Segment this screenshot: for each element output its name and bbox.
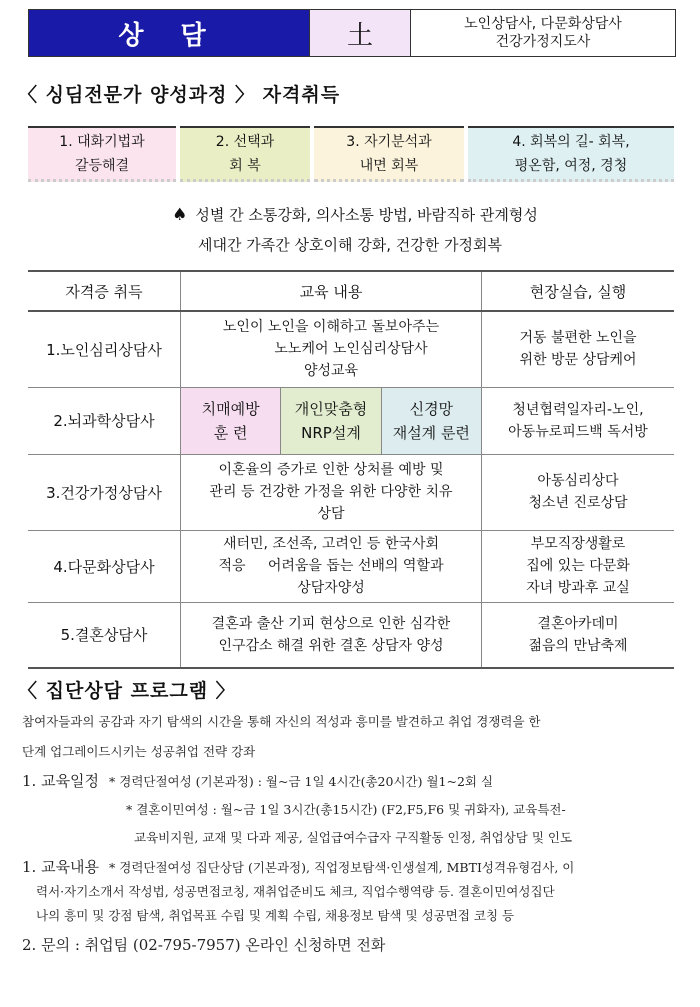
header-title: 상 담 (29, 10, 310, 56)
content-line3: 나의 흥미 및 강점 탐색, 취업목표 수립 및 계획 수립, 채용정보 탐색 및 성공면접 코칭 등 (36, 908, 515, 923)
content-line2: 력서·자기소개서 작성법, 성공면접코칭, 재취업준비도 체크, 직업수행역량 등. 결혼이민여성집단 (36, 884, 555, 899)
table-row (28, 602, 674, 668)
cert-name: 1.노인심리상담사 (28, 311, 181, 387)
subcell-line: 훈 련 (213, 423, 248, 442)
content-line: 상담자양성 (297, 580, 365, 596)
header-banner (28, 9, 676, 57)
subcell-line: 치매예방 (201, 399, 260, 418)
program-intro-line1: 참여자들과의 공감과 자기 탐색의 시간을 통해 자신의 적성과 흥미를 발견하고 취업 경쟁력을 한 (22, 714, 541, 729)
practice-line: 결혼아카데미 (537, 615, 619, 632)
content-line: 노노케어 노인심리상담사 (274, 341, 428, 358)
stage-box-3 (314, 126, 464, 182)
table-row (28, 454, 674, 530)
header-symbol: 土 (310, 10, 411, 56)
schedule-line2: * 결혼이민여성 : 월~금 1일 3시간(총15시간) (F2,F5,F6 및 귀화자), 교육특전- (126, 802, 566, 817)
section-title-program: 〈 집단상담 프로그램 〉 (18, 680, 236, 702)
schedule-line1: * 경력단절여성 (기본과정) : 월~금 1일 4시간(총20시간) 월1~2회 실 (109, 774, 494, 789)
content-line: 인구감소 해결 위한 결혼 상담자 양성 (218, 637, 444, 654)
practice-line: 아동뉴로피드백 독서방 (508, 423, 648, 440)
practice-line: 청년협력일자리-노인, (512, 401, 644, 418)
subcell-nrp (281, 388, 381, 454)
table-row (28, 387, 674, 454)
subcell-line: 개인맞춤형 (294, 399, 368, 418)
practice-content (482, 311, 675, 387)
education-content (181, 530, 482, 602)
schedule-line3: 교육비지원, 교재 및 다과 제공, 실업급여수급자 구직활동 인정, 취업상담 및 인도 (134, 830, 573, 845)
practice-content (482, 454, 675, 530)
practice-line: 청소년 진로상담 (528, 495, 628, 511)
summary-line2: 세대간 가족간 상호이해 강화, 건강한 가정회복 (198, 236, 502, 254)
program-intro-line2: 단계 업그레이드시키는 성공취업 전략 강좌 (22, 744, 256, 759)
content-label: 1. 교육내용 (22, 858, 100, 876)
qualification-table (28, 270, 674, 669)
practice-line: 자녀 방과후 교실 (526, 580, 630, 596)
stage-2-line2: 회 복 (229, 157, 261, 174)
stage-1-line1: 1. 대화기법과 (59, 133, 145, 150)
content-line: 노인이 노인을 이해하고 돌보아주는 (222, 319, 440, 336)
content-line: 결혼과 출산 기피 현상으로 인한 심각한 (211, 615, 451, 632)
cert-name: 5.결혼상담사 (28, 602, 181, 668)
stage-4-line1: 4. 회복의 길- 회복, (512, 133, 630, 150)
training-subcells (181, 388, 481, 454)
content-line: 관리 등 건강한 가정을 위한 다양한 치유 (209, 484, 453, 500)
schedule-label: 1. 교육일정 (22, 772, 100, 790)
content-line: 적응 어려움을 돕는 선배의 역할과 (218, 558, 444, 574)
contact-line: 2. 문의 : 취업팀 (02-795-7957) 온라인 신청하면 전화 (22, 936, 386, 954)
practice-line: 젊음의 만남축제 (528, 637, 628, 654)
content-line1: * 경력단절여성 집단상담 (기본과정), 직업정보탐색·인생설계, MBTI성격유형검사, 이 (109, 860, 575, 875)
section-title-course: 〈 싱딤전문가 양성과정 〉 자격취득 (18, 84, 341, 106)
table-header-row (28, 271, 674, 311)
content-line: 이혼율의 증가로 인한 상처를 예방 및 (218, 462, 444, 478)
stage-2-line1: 2. 선택과 (215, 133, 275, 150)
education-content (181, 454, 482, 530)
practice-line: 부모직장생활로 (530, 536, 626, 552)
table-header-practice: 현장실습, 실행 (482, 271, 675, 311)
subcell-dementia (181, 388, 281, 454)
stage-box-1 (28, 126, 176, 182)
content-line: 양성교육 (303, 363, 359, 380)
practice-content (482, 387, 675, 454)
table-row (28, 530, 674, 602)
content-line: 새터민, 조선족, 고려인 등 한국사회 (222, 536, 440, 552)
cert-name: 2.뇌과학상담사 (28, 387, 181, 454)
practice-line: 거동 불편한 노인을 (519, 330, 637, 347)
stage-box-4 (468, 126, 674, 182)
table-row (28, 311, 674, 387)
header-subject-line1: 노인상담사, 다문화상담사 (464, 16, 622, 32)
header-subjects (411, 10, 675, 56)
subcell-line: 재설계 룬련 (392, 423, 470, 442)
stage-4-line2: 평온함, 여정, 경청 (514, 157, 628, 174)
education-content (181, 387, 482, 454)
practice-line: 아동심리상다 (537, 473, 619, 489)
education-content (181, 602, 482, 668)
subcell-neural (382, 388, 481, 454)
stage-boxes (28, 126, 674, 182)
practice-line: 위한 방문 상담케어 (519, 352, 637, 369)
cert-name: 4.다문화상담사 (28, 530, 181, 602)
schedule-row-1 (22, 770, 493, 791)
education-content (181, 311, 482, 387)
stage-box-2 (180, 126, 310, 182)
practice-line: 집에 있는 다문화 (526, 558, 630, 574)
content-line: 상담 (317, 506, 345, 522)
summary-block (0, 200, 700, 260)
table-header-content: 교육 내용 (181, 271, 482, 311)
cert-name: 3.건강가정상담사 (28, 454, 181, 530)
stage-3-line1: 3. 자기분석과 (346, 133, 432, 150)
subcell-line: 신경망 (409, 399, 454, 418)
stage-1-line2: 갈등해결 (74, 157, 130, 174)
practice-content (482, 530, 675, 602)
header-subject-line2: 건강가정지도사 (495, 34, 591, 50)
table-header-cert: 자격증 취득 (28, 271, 181, 311)
summary-line1: 성별 간 소통강화, 의사소통 방법, 바람직하 관계형성 (195, 206, 538, 224)
subcell-line: NRP설계 (301, 423, 361, 442)
practice-content (482, 602, 675, 668)
content-row-1 (22, 856, 574, 877)
stage-3-line2: 내면 회복 (359, 157, 419, 174)
spade-bullet-icon: ♠ (172, 205, 188, 225)
